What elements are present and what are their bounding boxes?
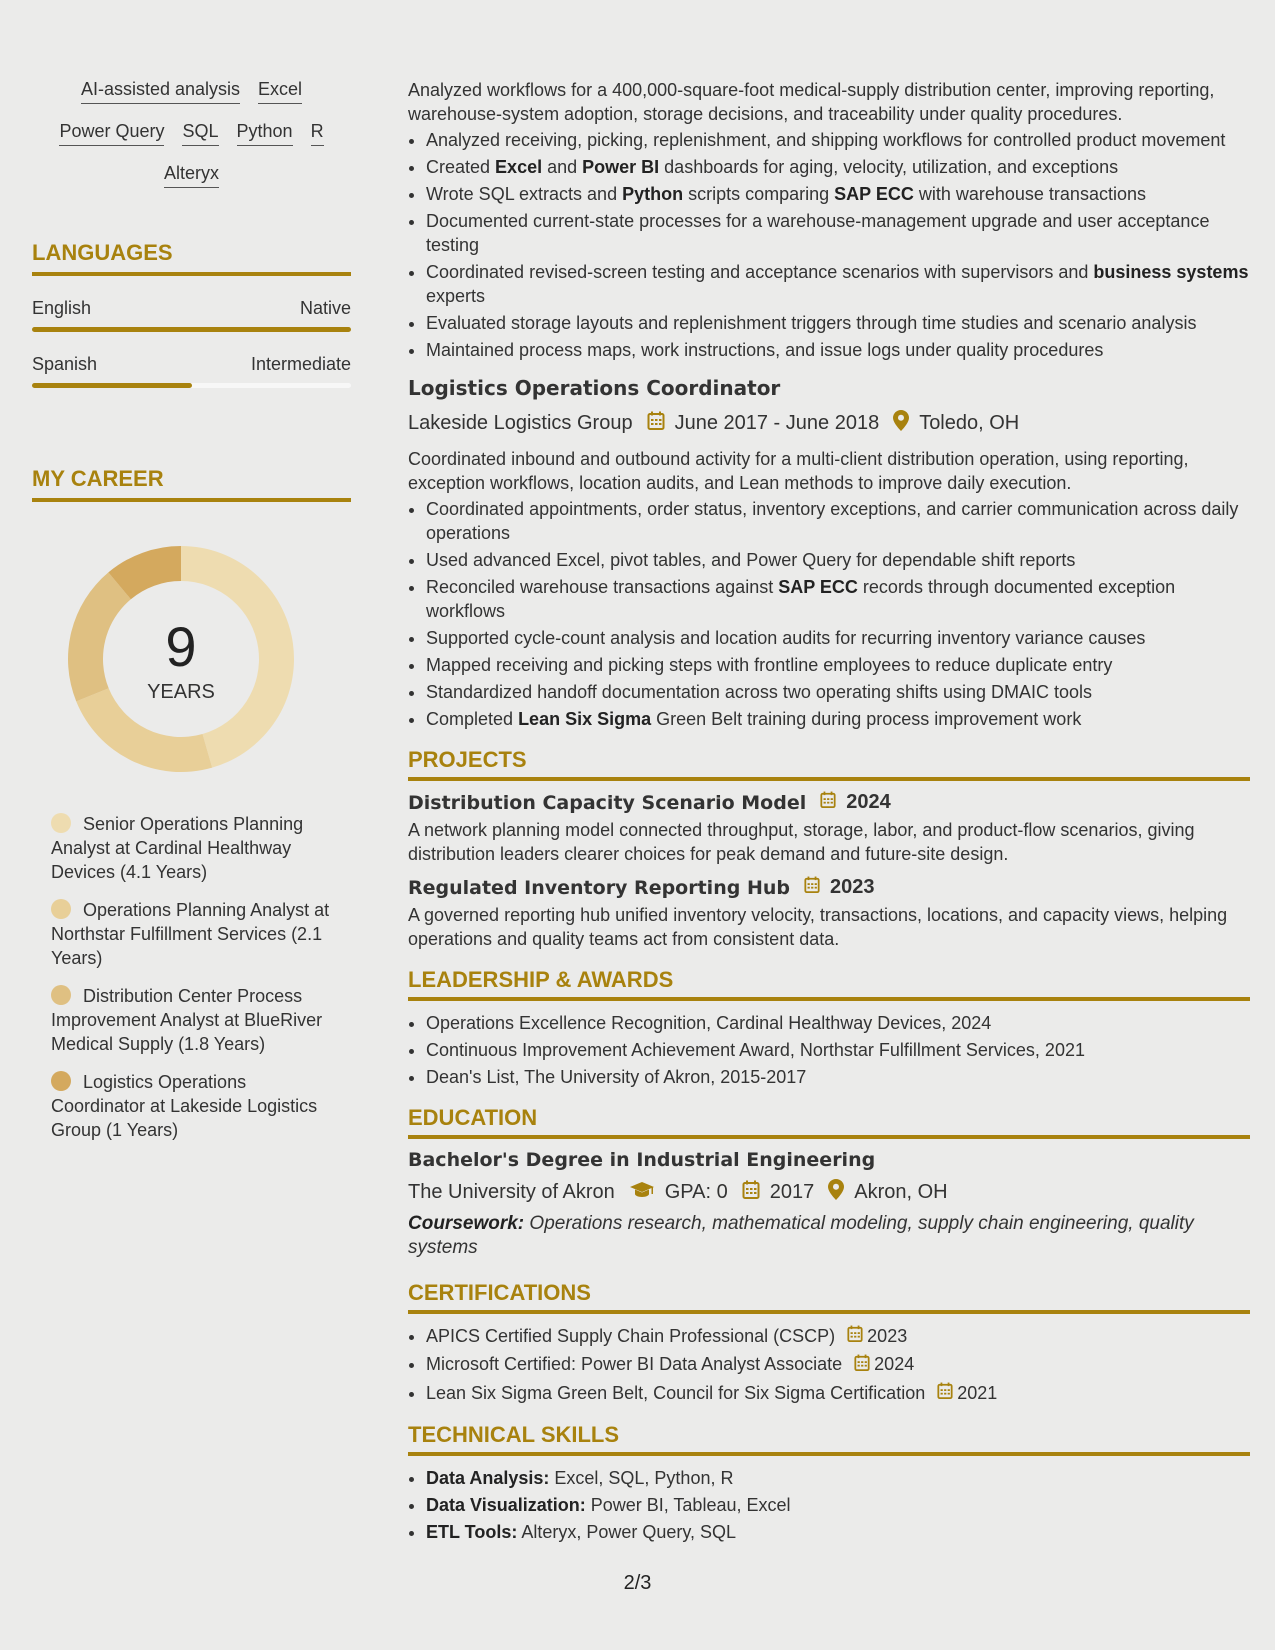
legend-label: Logistics Operations Coordinator at Lakeside Logistics Group (1 Years): [51, 1072, 318, 1140]
legend-dot: [51, 813, 71, 833]
skill-item: [426, 1520, 1250, 1544]
coursework-label: Coursework:: [408, 1213, 525, 1234]
certification-item: [426, 1352, 1250, 1377]
skill-values: Alteryx, Power Query, SQL: [517, 1521, 737, 1542]
skill-item: [426, 1493, 1250, 1517]
projects-heading: PROJECTS: [408, 747, 1250, 781]
job-company: Lakeside Logistics Group: [408, 412, 633, 434]
job-bullet: • Mapped receiving and picking steps with frontline employees to reduce duplicate entry: [426, 653, 1250, 677]
skill-tag: Power Query: [59, 120, 164, 146]
project-description: A governed reporting hub unified inventory velocity, transactions, locations, and capacity views, helping operations and quality teams act from consistent data.: [408, 905, 1228, 949]
graduation-year: 2017: [769, 1181, 815, 1203]
degree-title: Bachelor's Degree in Industrial Engineering: [408, 1149, 876, 1171]
award-item: • Operations Excellence Recognition, Cardinal Healthway Devices, 2024: [426, 1011, 1250, 1035]
language-bar-fill: [32, 327, 351, 332]
certifications-heading: CERTIFICATIONS: [408, 1280, 1250, 1314]
job-bullet: • Documented current-state processes for a warehouse-management upgrade and user acceptance testing: [426, 209, 1250, 257]
location-pin-icon: [893, 410, 909, 437]
skill-category: Data Analysis:: [426, 1467, 550, 1488]
certification-item: [426, 1324, 1250, 1349]
language-name: Spanish: [32, 354, 98, 374]
language-bar: [32, 383, 351, 388]
skill-category: ETL Tools:: [426, 1521, 518, 1542]
job-bullets: [408, 128, 1250, 362]
legend-label: Operations Planning Analyst at Northstar Fulfillment Services (2.1 Years): [51, 900, 330, 968]
awards-list: [408, 1011, 1250, 1089]
legend-dot: [51, 899, 71, 919]
skill-tag: R: [311, 120, 324, 146]
career-donut-chart: [66, 544, 296, 774]
project-year: 2024: [846, 791, 891, 813]
language-bar-fill: [32, 383, 192, 388]
award-item: • Dean's List, The University of Akron, 2015-2017: [426, 1065, 1250, 1089]
calendar-icon: [847, 1325, 863, 1349]
certification-year: 2024: [874, 1354, 915, 1375]
skill-tags: [32, 78, 351, 204]
calendar-icon: [804, 876, 820, 899]
awards-heading: LEADERSHIP & AWARDS: [408, 967, 1250, 1001]
career-years-label: YEARS: [147, 680, 215, 703]
languages-heading: LANGUAGES: [32, 240, 351, 276]
legend-dot: [51, 985, 71, 1005]
job-bullet: • Evaluated storage layouts and replenishment triggers through time studies and scenario analysis: [426, 311, 1250, 335]
career-heading: MY CAREER: [32, 466, 351, 502]
language-level: Native: [299, 298, 351, 318]
gpa: GPA: 0: [664, 1181, 728, 1203]
job-bullet: • Used advanced Excel, pivot tables, and Power Query for dependable shift reports: [426, 548, 1250, 572]
calendar-icon: [820, 791, 836, 814]
career-legend-item: [51, 1070, 336, 1142]
skill-tag: SQL: [182, 120, 218, 146]
certification-item: [426, 1381, 1250, 1406]
certification-name: APICS Certified Supply Chain Professional (CSCP): [426, 1326, 836, 1346]
tag-row: [59, 120, 323, 146]
language-bar: [32, 327, 351, 332]
project-item: [408, 876, 1250, 951]
job-bullet: • Wrote SQL extracts and Python scripts comparing SAP ECC with warehouse transactions: [426, 182, 1250, 206]
school-name: The University of Akron: [408, 1181, 615, 1203]
calendar-icon: [647, 411, 665, 437]
skill-tag: Alteryx: [164, 162, 219, 188]
language-item: [32, 354, 351, 388]
job-bullet: • Created Excel and Power BI dashboards for aging, velocity, utilization, and exceptions: [426, 155, 1250, 179]
skill-tag: AI-assisted analysis: [81, 78, 240, 104]
skill-tag: Excel: [258, 78, 302, 104]
job-bullet: • Coordinated appointments, order status, inventory exceptions, and carrier communication across daily operations: [426, 497, 1250, 545]
project-name: Distribution Capacity Scenario Model: [408, 791, 807, 814]
job-bullet: • Completed Lean Six Sigma Green Belt training during process improvement work: [426, 707, 1250, 731]
projects-list: [408, 791, 1250, 951]
certification-year: 2021: [957, 1382, 998, 1403]
job-bullet: • Analyzed receiving, picking, replenishment, and shipping workflows for controlled product movement: [426, 128, 1250, 152]
job-title: Logistics Operations Coordinator: [408, 376, 781, 400]
graduation-cap-icon: [629, 1181, 655, 1205]
school-location: Akron, OH: [854, 1181, 948, 1203]
job-bullet: • Reconciled warehouse transactions against SAP ECC records through documented exception workflows: [426, 575, 1250, 623]
job-bullet: • Maintained process maps, work instructions, and issue logs under quality procedures: [426, 338, 1250, 362]
job-bullets: [408, 497, 1250, 731]
job-meta: [408, 410, 1250, 437]
certification-name: Microsoft Certified: Power BI Data Analyst Associate: [426, 1354, 843, 1375]
right-column: [408, 78, 1250, 1547]
technical-skills-heading: TECHNICAL SKILLS: [408, 1422, 1250, 1456]
technical-skills-list: [408, 1466, 1250, 1544]
language-level: Intermediate: [250, 354, 351, 374]
education-heading: EDUCATION: [408, 1105, 1250, 1139]
job-summary: Analyzed workflows for a 400,000-square-foot medical-supply distribution center, improving reporting, warehouse-system adoption, storage decisions, and traceability under quality procedures.: [408, 80, 1215, 124]
job-location: Toledo, OH: [919, 412, 1020, 434]
coursework: [408, 1212, 1250, 1260]
project-year: 2023: [829, 876, 875, 898]
project-title: [408, 876, 1250, 899]
coursework-text: Operations research, mathematical modeling, supply chain engineering, quality systems: [408, 1213, 1194, 1258]
location-pin-icon: [828, 1179, 844, 1206]
tag-row: [164, 162, 219, 188]
job-bullet: • Coordinated revised-screen testing and acceptance scenarios with supervisors and business systems experts: [426, 260, 1250, 308]
language-name: English: [32, 298, 92, 318]
project-title: [408, 791, 1250, 814]
career-legend-item: [51, 984, 336, 1056]
job-dates: June 2017 - June 2018: [674, 412, 880, 434]
left-column: [32, 78, 351, 1156]
skill-tag: Python: [237, 120, 293, 146]
tag-row: [81, 78, 302, 104]
certification-name: Lean Six Sigma Green Belt, Council for Six Sigma Certification: [426, 1382, 926, 1403]
language-item: [32, 298, 351, 332]
skill-values: Power BI, Tableau, Excel: [585, 1494, 791, 1515]
job-bullet: • Supported cycle-count analysis and location audits for recurring inventory variance causes: [426, 626, 1250, 650]
career-legend-item: [51, 812, 336, 884]
legend-label: Distribution Center Process Improvement Analyst at BlueRiver Medical Supply (1.8 Years): [51, 986, 323, 1054]
job-summary: Coordinated inbound and outbound activity for a multi-client distribution operation, using reporting, exception workflows, location audits, and Lean methods to improve daily execution.: [408, 449, 1189, 493]
donut-center: [66, 544, 296, 774]
project-item: [408, 791, 1250, 866]
page-number: 2/3: [623, 1572, 652, 1594]
calendar-icon: [854, 1354, 870, 1378]
job-bullet: • Standardized handoff documentation across two operating shifts using DMAIC tools: [426, 680, 1250, 704]
skill-values: Excel, SQL, Python, R: [549, 1467, 734, 1488]
calendar-icon: [937, 1382, 953, 1406]
certification-year: 2023: [867, 1326, 908, 1346]
project-name: Regulated Inventory Reporting Hub: [408, 876, 790, 899]
legend-label: Senior Operations Planning Analyst at Cardinal Healthway Devices (4.1 Years): [51, 814, 304, 882]
award-item: • Continuous Improvement Achievement Award, Northstar Fulfillment Services, 2021: [426, 1038, 1250, 1062]
legend-dot: [51, 1071, 71, 1091]
skill-item: [426, 1466, 1250, 1490]
career-years-number: 9: [165, 614, 197, 678]
calendar-icon: [742, 1180, 760, 1206]
skill-category: Data Visualization:: [426, 1494, 586, 1515]
career-legend: [32, 812, 336, 1142]
project-description: A network planning model connected throughput, storage, labor, and product-flow scenarios, giving distribution leaders clearer choices for peak demand and future-site design.: [408, 820, 1195, 864]
education-meta: [408, 1179, 1250, 1206]
certifications-list: [408, 1324, 1250, 1406]
career-legend-item: [51, 898, 336, 970]
